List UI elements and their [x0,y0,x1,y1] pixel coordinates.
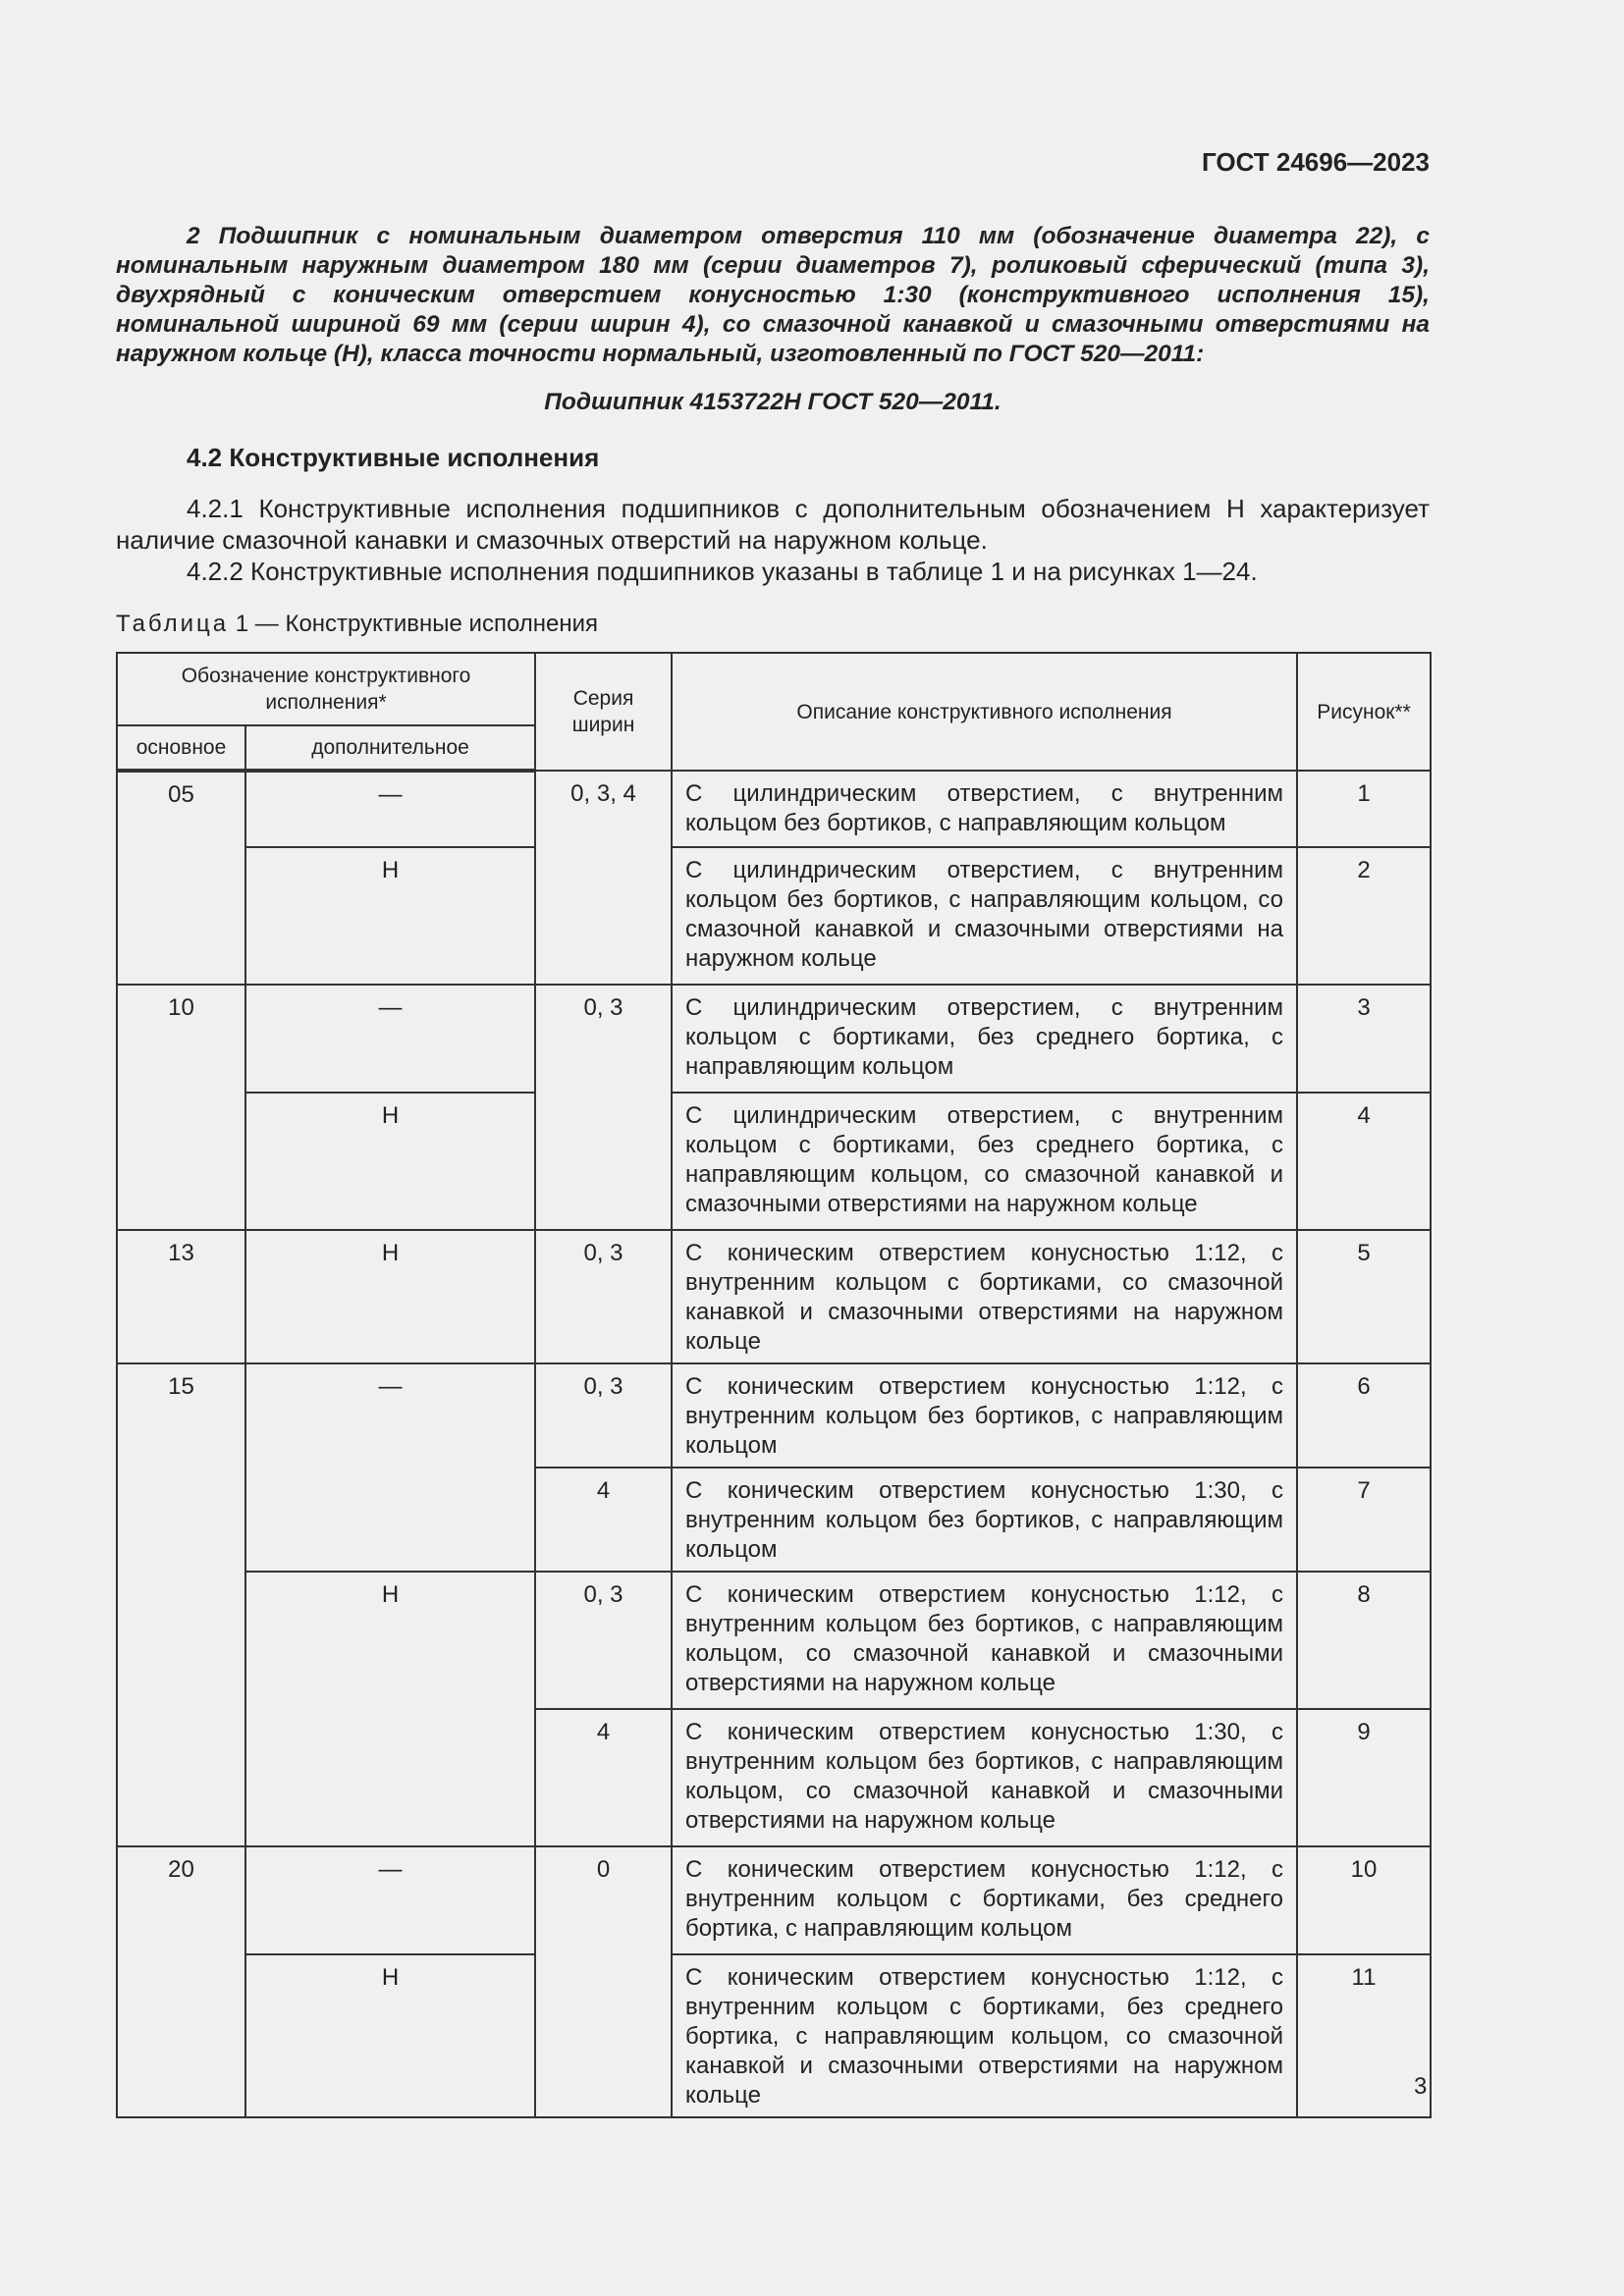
cell-description: С коническим отверстием конусностью 1:12, с внутренним кольцом с бортиками, со смазочной канавкой и смазочными отверстиями на наружном кольце [672,1230,1297,1363]
cell-figure: 6 [1297,1363,1431,1468]
cell-description: С коническим отверстием конусностью 1:30, с внутренним кольцом без бортиков, с направляющим кольцом [672,1468,1297,1572]
cell-series: 0, 3, 4 [535,771,672,985]
cell-additional: Н [245,1954,535,2117]
table-caption-title: 1 — Конструктивные исполнения [235,611,599,637]
cell-figure: 7 [1297,1468,1431,1572]
cell-additional: — [245,985,535,1093]
design-table [116,652,1432,2118]
example-designation: Подшипник 4153722Н ГОСТ 520—2011. [544,389,1001,415]
cell-figure: 2 [1297,847,1431,985]
cell-additional: Н [245,847,535,985]
cell-additional: — [245,771,535,847]
cell-series: 0, 3 [535,985,672,1230]
cell-description: С коническим отверстием конусностью 1:12, с внутренним кольцом с бортиками, без среднего бортика, с направляющим кольцом, со смазочной канавкой и смазочными отверстиями на наружном кольце [672,1954,1297,2117]
header-designation: Обозначение конструктивного исполнения* [117,653,535,725]
paragraph-4-2-1: 4.2.1 Конструктивные исполнения подшипников с дополнительным обозначением Н характеризует наличие смазочной канавки и смазочных отверстий на наружном кольце. [116,494,1430,555]
header-series: Серия ширин [535,653,672,771]
cell-description: С коническим отверстием конусностью 1:12, с внутренним кольцом с бортиками, без среднего бортика, с направляющим кольцом [672,1846,1297,1954]
header-figure: Рисунок** [1297,653,1431,771]
cell-figure: 3 [1297,985,1431,1093]
header-main: основное [117,725,245,771]
cell-additional: Н [245,1230,535,1363]
cell-description: С цилиндрическим отверстием, с внутренним кольцом с бортиками, без среднего бортика, с направляющим кольцом, со смазочной канавкой и смазочными отверстиями на наружном кольце [672,1093,1297,1230]
cell-main: 15 [117,1363,245,1846]
cell-figure: 1 [1297,771,1431,847]
table-caption-prefix: Таблица [116,611,230,637]
table-caption [116,611,598,638]
page-number: 3 [1414,2073,1428,2100]
cell-series: 4 [535,1709,672,1846]
cell-figure: 11 [1297,1954,1431,2117]
cell-additional: Н [245,1093,535,1230]
cell-description: С цилиндрическим отверстием, с внутренним кольцом без бортиков, с направляющим кольцом, со смазочной канавкой и смазочными отверстиями на наружном кольце [672,847,1297,985]
cell-main: 13 [117,1230,245,1363]
cell-series: 0, 3 [535,1363,672,1468]
cell-figure: 8 [1297,1572,1431,1709]
cell-additional: — [245,1846,535,1954]
cell-figure: 10 [1297,1846,1431,1954]
cell-description: С цилиндрическим отверстием, с внутренним кольцом без бортиков, с направляющим кольцом [672,771,1297,847]
cell-additional: Н [245,1572,535,1846]
cell-main: 10 [117,985,245,1230]
cell-series: 0, 3 [535,1230,672,1363]
cell-description: С коническим отверстием конусностью 1:12, с внутренним кольцом без бортиков, с направляющим кольцом [672,1363,1297,1468]
cell-description: С коническим отверстием конусностью 1:12, с внутренним кольцом без бортиков, с направляющим кольцом, со смазочной канавкой и смазочными отверстиями на наружном кольце [672,1572,1297,1709]
header-additional: дополнительное [245,725,535,771]
cell-figure: 5 [1297,1230,1431,1363]
cell-series: 0, 3 [535,1572,672,1709]
section-title: 4.2 Конструктивные исполнения [187,443,600,472]
cell-main: 20 [117,1846,245,2117]
paragraph-4-2-2: 4.2.2 Конструктивные исполнения подшипников указаны в таблице 1 и на рисунках 1—24. [187,557,1258,586]
cell-figure: 4 [1297,1093,1431,1230]
header-description: Описание конструктивного исполнения [672,653,1297,771]
cell-description: С цилиндрическим отверстием, с внутренним кольцом с бортиками, без среднего бортика, с направляющим кольцом [672,985,1297,1093]
cell-description: С коническим отверстием конусностью 1:30, с внутренним кольцом без бортиков, с направляющим кольцом, со смазочной канавкой и смазочными отверстиями на наружном кольце [672,1709,1297,1846]
cell-series: 4 [535,1468,672,1572]
example-paragraph: 2 Подшипник с номинальным диаметром отверстия 110 мм (обозначение диаметра 22), с номинальным наружным диаметром 180 мм (серии диаметров 7), роликовый сферический (типа 3), двухрядный с коническим отверстием конусностью 1:30 (конструктивного исполнения 15), номинальной шириной 69 мм (серии ширин 4), со смазочной канавкой и смазочными отверстиями на наружном кольце (Н), класса точности нормальный, изготовленный по ГОСТ 520—2011: [116,223,1430,367]
cell-main: 05 [117,771,245,985]
document-header: ГОСТ 24696—2023 [1202,147,1430,177]
cell-additional: — [245,1363,535,1572]
cell-figure: 9 [1297,1709,1431,1846]
cell-series: 0 [535,1846,672,2117]
